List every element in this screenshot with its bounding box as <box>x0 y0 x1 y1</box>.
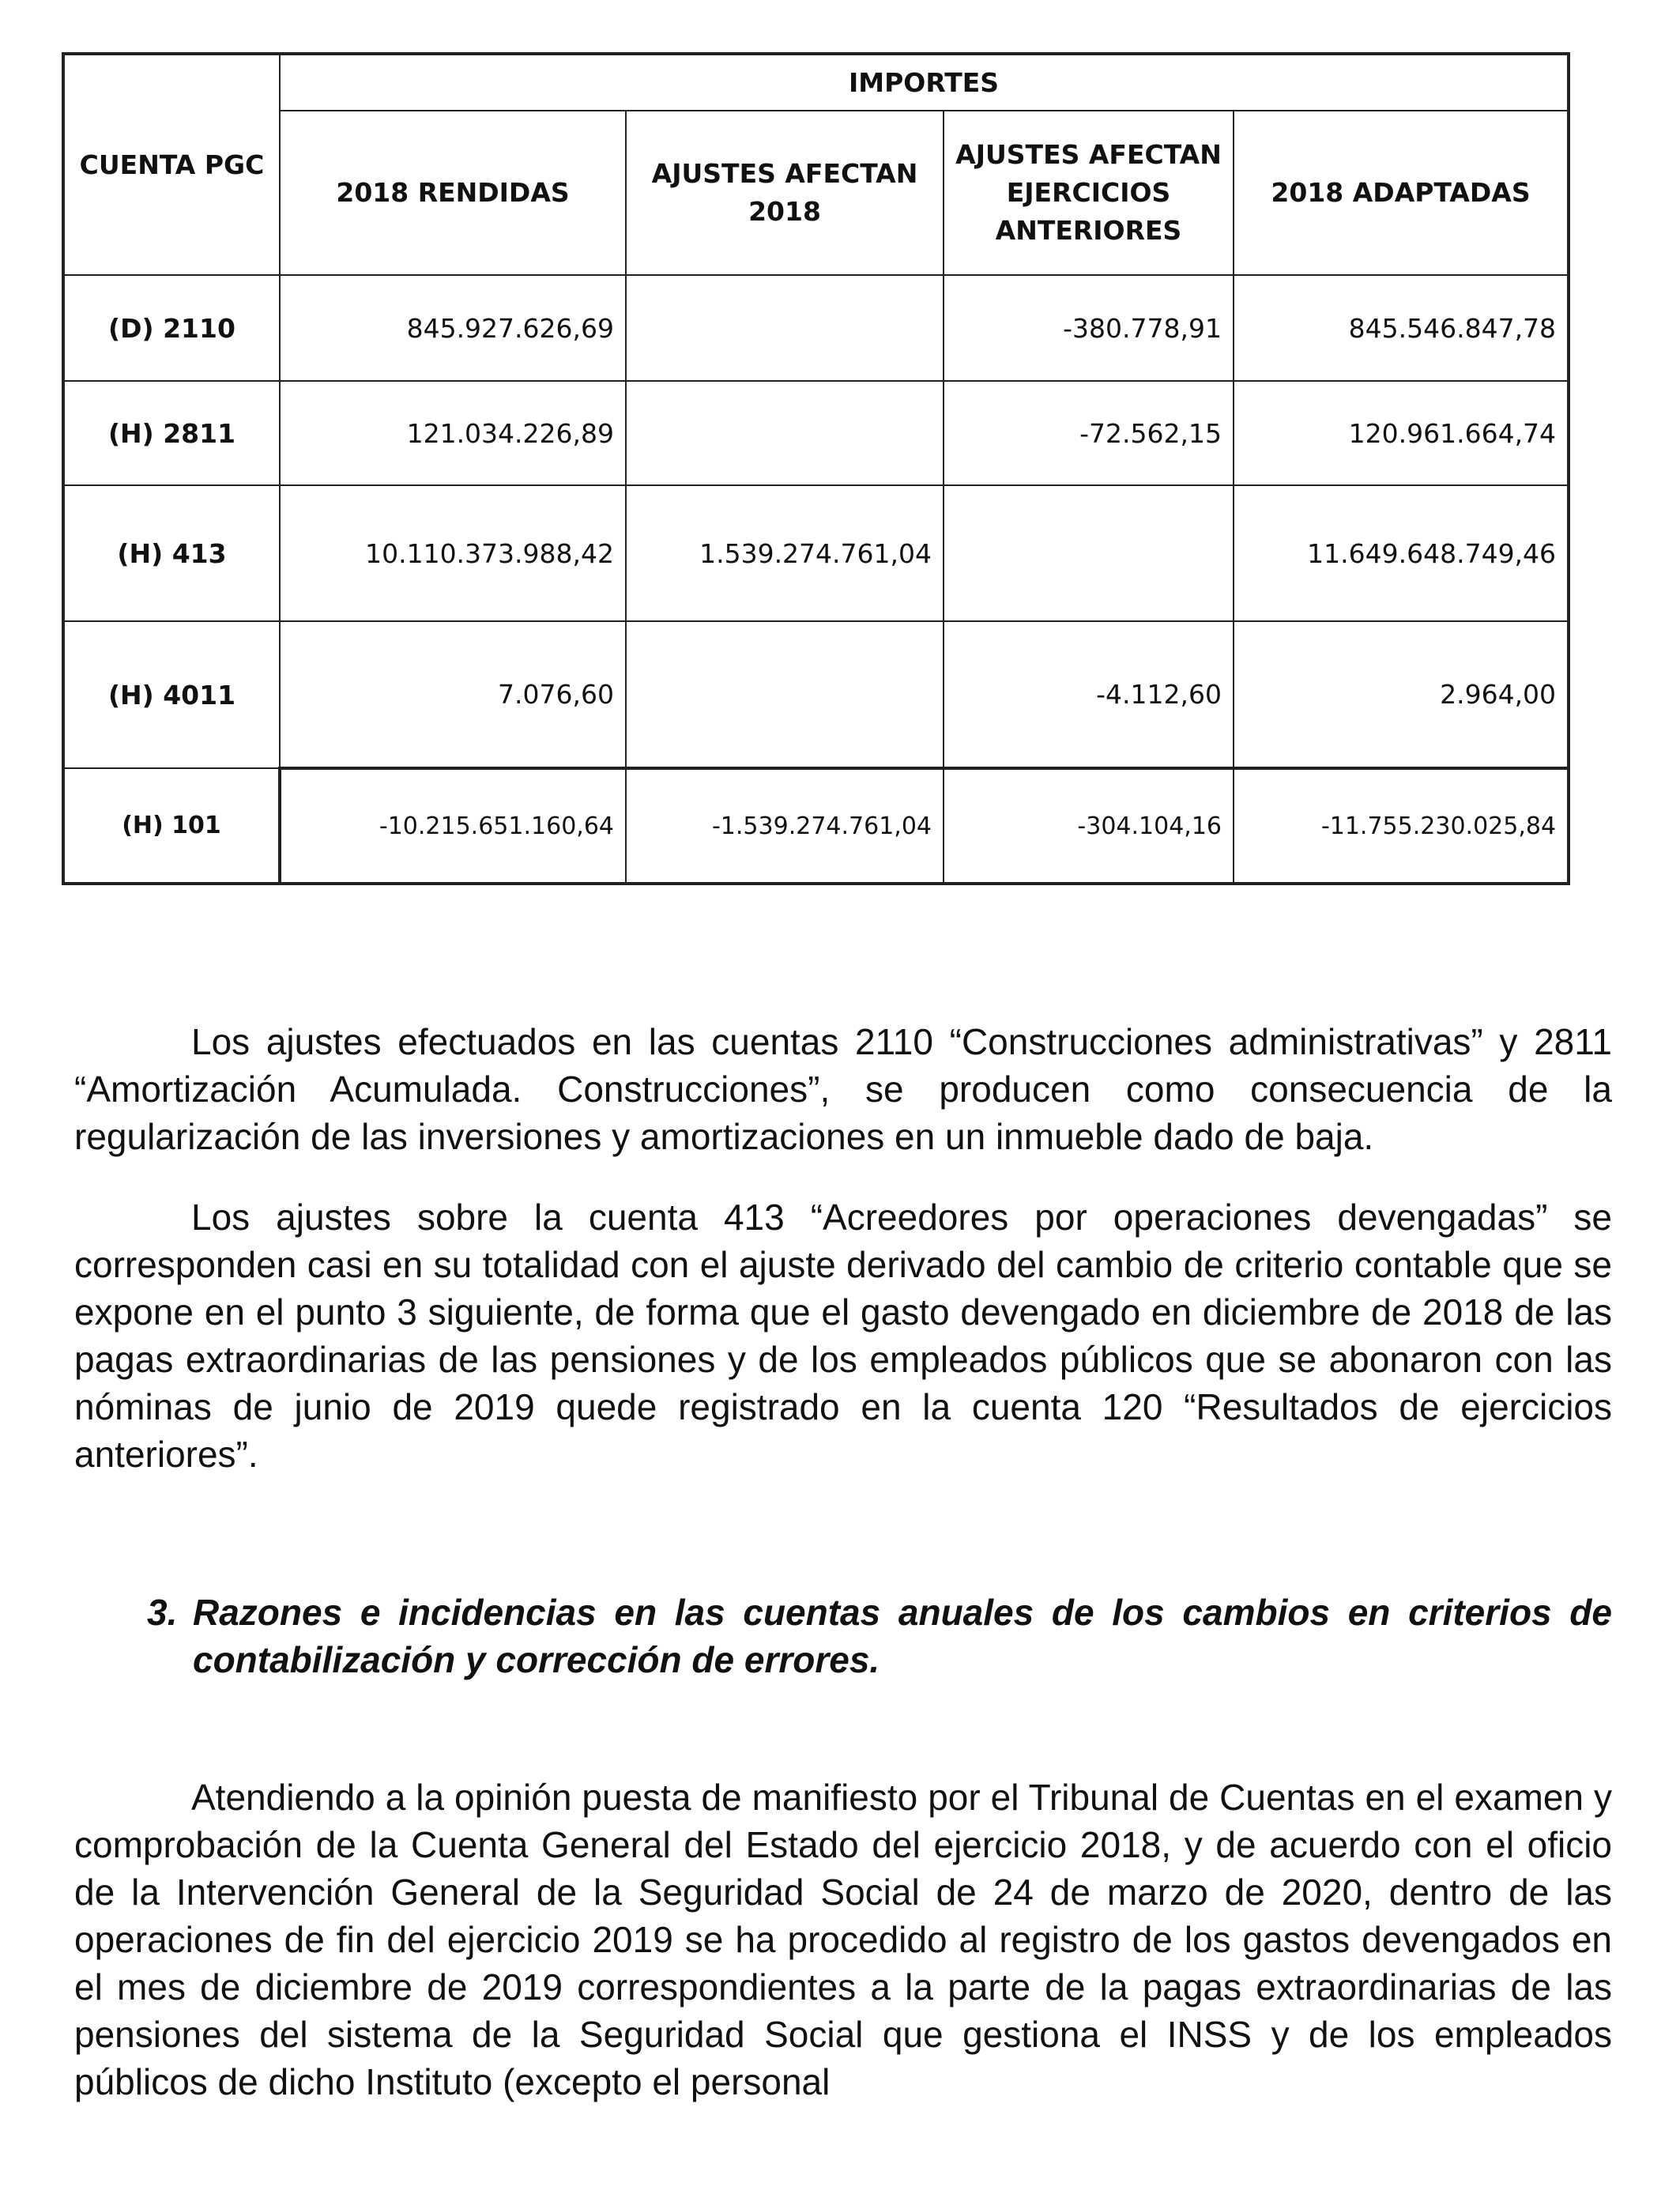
cell-adaptadas: 845.546.847,78 <box>1234 275 1569 381</box>
cell-ajustes-2018 <box>626 275 944 381</box>
paragraph-ajustes-413: Los ajustes sobre la cuenta 413 “Acreedores por operaciones devengadas” se corresponden casi en su totalidad con el ajuste derivado del cambio de criterio contable que se expone en el punto 3 siguiente, de forma que el gasto devengado en diciembre de 2018 de las pagas extraordinarias de las pensiones y de los empleados públicos que se abonaron con las nóminas de junio de 2019 quede registrado en la cuenta 120 “Resultados de ejercicios anteriores”. <box>74 1197 1612 1475</box>
cell-rendidas: 10.110.373.988,42 <box>280 485 626 621</box>
cell-account: (D) 2110 <box>63 275 280 381</box>
header-account: CUENTA PGC <box>63 54 280 275</box>
paragraph-atendiendo: Atendiendo a la opinión puesta de manifiesto por el Tribunal de Cuentas en el examen y comprobación de la Cuenta General del Estado del ejercicio 2018, y de acuerdo con el oficio de la Intervención General de la Seguridad Social de 24 de marzo de 2020, dentro de las operaciones de fin del ejercicio 2019 se ha procedido al registro de los gastos devengados en el mes de diciembre de 2019 correspondientes a la parte de la pagas extraordinarias de las pensiones del sistema de la Seguridad Social que gestiona el INSS y de los empleados públicos de dicho Instituto (excepto el personal <box>74 1777 1612 2102</box>
header-rendidas: 2018 RENDIDAS <box>280 111 626 275</box>
section-heading <box>0 1589 1680 1691</box>
cell-ajustes-2018: 1.539.274.761,04 <box>626 485 944 621</box>
header-adaptadas: 2018 ADAPTADAS <box>1234 111 1569 275</box>
table-row <box>63 485 1569 621</box>
table-row <box>63 768 1569 884</box>
cell-account: (H) 2811 <box>63 381 280 485</box>
section-number: 3. <box>147 1592 178 1633</box>
cell-adaptadas: 11.649.648.749,46 <box>1234 485 1569 621</box>
cell-ajustes-2018: -1.539.274.761,04 <box>626 768 944 884</box>
header-ajustes-2018: AJUSTES AFECTAN 2018 <box>626 111 944 275</box>
header-ajustes-anteriores: AJUSTES AFECTAN EJERCICIOS ANTERIORES <box>944 111 1234 275</box>
table-row <box>63 275 1569 381</box>
cell-rendidas: 845.927.626,69 <box>280 275 626 381</box>
header-importes: IMPORTES <box>280 54 1569 111</box>
cell-adaptadas: 2.964,00 <box>1234 621 1569 768</box>
cell-ajustes-anteriores: -72.562,15 <box>944 381 1234 485</box>
cell-adaptadas: 120.961.664,74 <box>1234 381 1569 485</box>
cell-account: (H) 4011 <box>63 621 280 768</box>
cell-ajustes-2018 <box>626 621 944 768</box>
cell-ajustes-2018 <box>626 381 944 485</box>
accounts-table <box>62 52 1570 885</box>
cell-rendidas: 7.076,60 <box>280 621 626 768</box>
cell-account: (H) 101 <box>63 768 280 884</box>
section-title: Razones e incidencias en las cuentas anuales de los cambios en criterios de contabilización y corrección de errores. <box>193 1592 1612 1680</box>
cell-ajustes-anteriores: -4.112,60 <box>944 621 1234 768</box>
cell-ajustes-anteriores <box>944 485 1234 621</box>
cell-rendidas: -10.215.651.160,64 <box>280 768 626 884</box>
cell-account: (H) 413 <box>63 485 280 621</box>
cell-adaptadas: -11.755.230.025,84 <box>1234 768 1569 884</box>
table-row <box>63 621 1569 768</box>
cell-ajustes-anteriores: -304.104,16 <box>944 768 1234 884</box>
table-row <box>63 381 1569 485</box>
cell-ajustes-anteriores: -380.778,91 <box>944 275 1234 381</box>
cell-rendidas: 121.034.226,89 <box>280 381 626 485</box>
paragraph-ajustes-2110: Los ajustes efectuados en las cuentas 2110 “Construcciones administrativas” y 2811 “Amortización Acumulada. Construcciones”, se producen como consecuencia de la regularización de las inversiones y amortizaciones en un inmueble dado de baja. <box>74 1021 1612 1157</box>
